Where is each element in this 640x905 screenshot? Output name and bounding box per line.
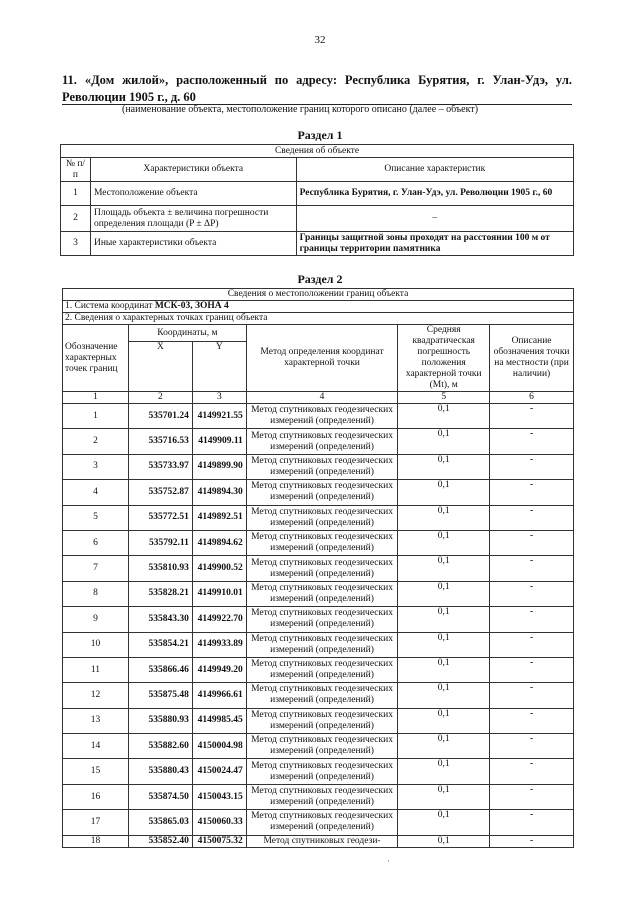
coord-y: 4149966.61 xyxy=(192,683,246,708)
method: Метод спутниковых геодезических измерений (определений) xyxy=(246,657,397,682)
method: Метод спутниковых геодезических измерений (определений) xyxy=(246,759,397,784)
coord-y: 4150060.33 xyxy=(192,810,246,835)
coord-x: 535716.53 xyxy=(128,429,192,454)
col-method-header: Метод определения координат характерной точки xyxy=(246,325,397,392)
coord-y: 4149910.01 xyxy=(192,581,246,606)
page-number: 32 xyxy=(314,34,326,46)
point-id: 18 xyxy=(63,835,129,847)
point-desc: - xyxy=(490,784,574,809)
point-desc: - xyxy=(490,759,574,784)
index-cell: 1 xyxy=(63,392,129,404)
error-mt: 0,1 xyxy=(398,581,490,606)
method: Метод спутниковых геодезических измерений (определений) xyxy=(246,708,397,733)
point-desc: - xyxy=(490,657,574,682)
table-row xyxy=(63,404,574,429)
index-cell: 3 xyxy=(192,392,246,404)
table-row xyxy=(63,556,574,581)
index-cell: 2 xyxy=(128,392,192,404)
point-desc: - xyxy=(490,607,574,632)
table-row xyxy=(63,683,574,708)
point-desc: - xyxy=(490,835,574,847)
coord-y: 4149985.45 xyxy=(192,708,246,733)
method: Метод спутниковых геодези- xyxy=(246,835,397,847)
points-header: 2. Сведения о характерных точках границ объекта xyxy=(63,313,574,325)
method: Метод спутниковых геодезических измерений (определений) xyxy=(246,454,397,479)
error-mt: 0,1 xyxy=(398,810,490,835)
table-row xyxy=(63,480,574,505)
row-desc: Границы защитной зоны проходят на расстоянии 100 м от границы территории памятника xyxy=(296,232,573,256)
error-mt: 0,1 xyxy=(398,657,490,682)
point-desc: - xyxy=(490,454,574,479)
error-mt: 0,1 xyxy=(398,759,490,784)
row-name: Площадь объекта ± величина погрешности определения площади (P ± ΔP) xyxy=(90,206,296,232)
table-row xyxy=(63,429,574,454)
coord-x: 535752.87 xyxy=(128,480,192,505)
error-mt: 0,1 xyxy=(398,607,490,632)
point-id: 1 xyxy=(63,404,129,429)
row-num: 3 xyxy=(61,232,91,256)
point-id: 7 xyxy=(63,556,129,581)
coord-y: 4149894.30 xyxy=(192,480,246,505)
system-name: МСК-03, ЗОНА 4 xyxy=(154,301,229,311)
point-id: 12 xyxy=(63,683,129,708)
point-id: 6 xyxy=(63,530,129,555)
coord-y: 4149899.90 xyxy=(192,454,246,479)
point-id: 15 xyxy=(63,759,129,784)
point-desc: - xyxy=(490,708,574,733)
table-row xyxy=(63,784,574,809)
coord-y: 4150004.98 xyxy=(192,734,246,759)
table-row xyxy=(63,581,574,606)
coord-y: 4149900.52 xyxy=(192,556,246,581)
coord-y: 4149922.70 xyxy=(192,607,246,632)
table-row xyxy=(61,182,574,206)
error-mt: 0,1 xyxy=(398,632,490,657)
table-row xyxy=(63,657,574,682)
coord-x: 535866.46 xyxy=(128,657,192,682)
point-id: 4 xyxy=(63,480,129,505)
point-desc: - xyxy=(490,530,574,555)
row-num: 2 xyxy=(61,206,91,232)
point-id: 2 xyxy=(63,429,129,454)
table-row xyxy=(61,206,574,232)
document-title: 11. «Дом жилой», расположенный по адресу: Республика Бурятия, г. Улан-Удэ, ул. Революции 1905 г., д. 60 xyxy=(62,73,572,104)
point-desc: - xyxy=(490,404,574,429)
coord-x: 535865.03 xyxy=(128,810,192,835)
point-id: 13 xyxy=(63,708,129,733)
coord-x: 535843.30 xyxy=(128,607,192,632)
method: Метод спутниковых геодезических измерений (определений) xyxy=(246,784,397,809)
point-id: 14 xyxy=(63,734,129,759)
coord-x: 535882.60 xyxy=(128,734,192,759)
boundary-points-table xyxy=(62,288,574,848)
col-num-header: № п/п xyxy=(61,158,91,182)
section2-title: Раздел 2 xyxy=(297,272,343,286)
coord-y: 4150024.47 xyxy=(192,759,246,784)
point-desc: - xyxy=(490,734,574,759)
point-id: 5 xyxy=(63,505,129,530)
point-id: 16 xyxy=(63,784,129,809)
coord-x: 535854.21 xyxy=(128,632,192,657)
method: Метод спутниковых геодезических измерений (определений) xyxy=(246,734,397,759)
table-row xyxy=(61,232,574,256)
coord-y: 4149894.62 xyxy=(192,530,246,555)
method: Метод спутниковых геодезических измерений (определений) xyxy=(246,530,397,555)
point-id: 3 xyxy=(63,454,129,479)
index-cell: 6 xyxy=(490,392,574,404)
method: Метод спутниковых геодезических измерений (определений) xyxy=(246,480,397,505)
coord-y: 4150043.15 xyxy=(192,784,246,809)
row-name: Местоположение объекта xyxy=(90,182,296,206)
table-row xyxy=(63,810,574,835)
point-desc: - xyxy=(490,632,574,657)
row-num: 1 xyxy=(61,182,91,206)
error-mt: 0,1 xyxy=(398,505,490,530)
col-coords-header: Координаты, м xyxy=(128,325,246,342)
method: Метод спутниковых геодезических измерений (определений) xyxy=(246,632,397,657)
coord-x: 535792.11 xyxy=(128,530,192,555)
coord-x: 535733.97 xyxy=(128,454,192,479)
section1-title: Раздел 1 xyxy=(297,128,343,142)
coord-x: 535880.93 xyxy=(128,708,192,733)
point-desc: - xyxy=(490,810,574,835)
col-x-header: X xyxy=(128,342,192,392)
coord-x: 535852.40 xyxy=(128,835,192,847)
system-prefix: 1. Система координат xyxy=(65,301,155,311)
point-desc: - xyxy=(490,505,574,530)
point-id: 9 xyxy=(63,607,129,632)
index-cell: 4 xyxy=(246,392,397,404)
col-error-header: Средняя квадратическая погрешность положения характерной точки (Mt), м xyxy=(398,325,490,392)
object-info-table xyxy=(60,144,574,256)
point-id: 8 xyxy=(63,581,129,606)
error-mt: 0,1 xyxy=(398,404,490,429)
coord-x: 535874.50 xyxy=(128,784,192,809)
point-desc: - xyxy=(490,429,574,454)
point-desc: - xyxy=(490,556,574,581)
error-mt: 0,1 xyxy=(398,429,490,454)
section2-header: Сведения о местоположении границ объекта xyxy=(63,289,574,301)
method: Метод спутниковых геодезических измерений (определений) xyxy=(246,404,397,429)
table-row xyxy=(63,607,574,632)
col-y-header: Y xyxy=(192,342,246,392)
point-id: 11 xyxy=(63,657,129,682)
row-name: Иные характеристики объекта xyxy=(90,232,296,256)
col-desc-header: Описание обозначения точки на местности (при наличии) xyxy=(490,325,574,392)
title-caption: (наименование объекта, местоположение границ которого описано (далее – объект) xyxy=(122,104,479,115)
coord-x: 535875.48 xyxy=(128,683,192,708)
section1-header: Сведения об объекте xyxy=(61,145,574,158)
col-desc-header: Описание характеристик xyxy=(296,158,573,182)
coord-x: 535828.21 xyxy=(128,581,192,606)
error-mt: 0,1 xyxy=(398,708,490,733)
coord-x: 535701.24 xyxy=(128,404,192,429)
table-row xyxy=(63,734,574,759)
point-desc: - xyxy=(490,683,574,708)
error-mt: 0,1 xyxy=(398,530,490,555)
row-desc: Республика Бурятия, г. Улан-Удэ, ул. Революции 1905 г., 60 xyxy=(296,182,573,206)
coord-y: 4150075.32 xyxy=(192,835,246,847)
coord-y: 4149949.20 xyxy=(192,657,246,682)
method: Метод спутниковых геодезических измерений (определений) xyxy=(246,505,397,530)
method: Метод спутниковых геодезических измерений (определений) xyxy=(246,683,397,708)
table-row xyxy=(63,835,574,847)
error-mt: 0,1 xyxy=(398,454,490,479)
error-mt: 0,1 xyxy=(398,480,490,505)
method: Метод спутниковых геодезических измерений (определений) xyxy=(246,581,397,606)
error-mt: 0,1 xyxy=(398,835,490,847)
table-row xyxy=(63,759,574,784)
coordinate-system xyxy=(63,301,574,313)
point-id: 17 xyxy=(63,810,129,835)
coord-y: 4149933.89 xyxy=(192,632,246,657)
coord-x: 535810.93 xyxy=(128,556,192,581)
scan-mark: · xyxy=(387,856,390,866)
point-id: 10 xyxy=(63,632,129,657)
row-desc: – xyxy=(296,206,573,232)
error-mt: 0,1 xyxy=(398,784,490,809)
coord-y: 4149921.55 xyxy=(192,404,246,429)
col-char-header: Характеристики объекта xyxy=(90,158,296,182)
method: Метод спутниковых геодезических измерений (определений) xyxy=(246,429,397,454)
error-mt: 0,1 xyxy=(398,556,490,581)
method: Метод спутниковых геодезических измерений (определений) xyxy=(246,607,397,632)
coord-x: 535772.51 xyxy=(128,505,192,530)
point-desc: - xyxy=(490,581,574,606)
method: Метод спутниковых геодезических измерений (определений) xyxy=(246,556,397,581)
table-row xyxy=(63,454,574,479)
table-row xyxy=(63,530,574,555)
coord-y: 4149892.51 xyxy=(192,505,246,530)
coord-y: 4149909.11 xyxy=(192,429,246,454)
index-cell: 5 xyxy=(398,392,490,404)
table-row xyxy=(63,708,574,733)
point-desc: - xyxy=(490,480,574,505)
method: Метод спутниковых геодезических измерений (определений) xyxy=(246,810,397,835)
error-mt: 0,1 xyxy=(398,734,490,759)
table-row xyxy=(63,632,574,657)
table-row xyxy=(63,505,574,530)
col-point-header: Обозначение характерных точек границ xyxy=(63,325,129,392)
coord-x: 535880.43 xyxy=(128,759,192,784)
error-mt: 0,1 xyxy=(398,683,490,708)
